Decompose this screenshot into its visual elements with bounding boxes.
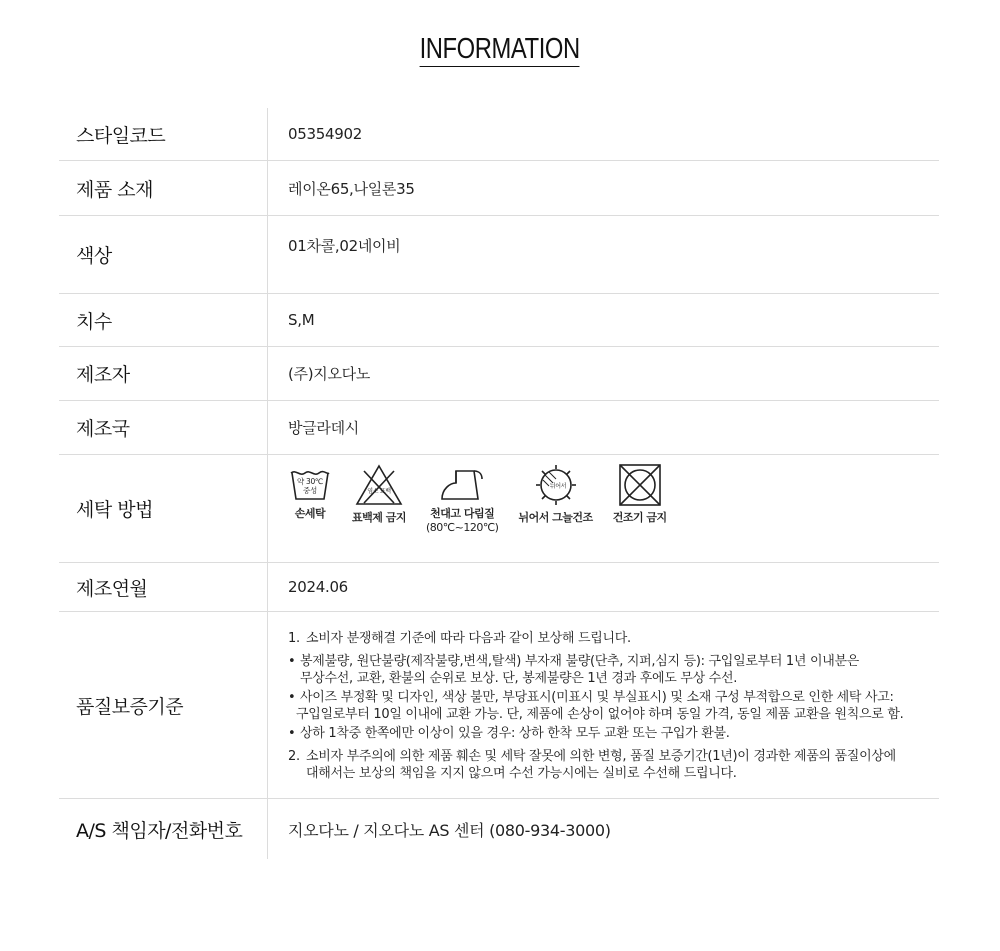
- date-label: 제조연월: [59, 563, 268, 611]
- quality-bullet-1-line1: 봉제불량, 원단불량(제작불량,변색,탈색) 부자재 불량(단추, 지퍼,심지 등): 구입일로부터 1년 이내분은: [300, 654, 860, 669]
- style-code-label: 스타일코드: [59, 108, 268, 160]
- material-label: 제품 소재: [59, 161, 268, 215]
- date-value: 2024.06: [288, 578, 348, 596]
- quality-item-2-num: 2.: [288, 749, 300, 764]
- shade-dry-inner: 뉘어서: [549, 483, 566, 490]
- country-value: 방글라데시: [288, 419, 359, 437]
- wash-item-no-bleach: [352, 463, 406, 525]
- quality-text: [288, 626, 903, 782]
- quality-item-1-text: 소비자 분쟁해결 기준에 따라 다음과 같이 보상해 드립니다.: [306, 631, 631, 646]
- row-manufacture-date: [59, 563, 939, 612]
- iron-label-2: (80℃~120℃): [425, 521, 499, 534]
- wash-icons: [288, 455, 687, 535]
- quality-bullet-3: [288, 725, 903, 742]
- quality-value: [268, 612, 939, 798]
- quality-bullet-2-line1: 사이즈 부정확 및 디자인, 색상 불만, 부당표시(미표시 및 부실표시) 및 소재 구성 부적합으로 인한 세탁 사고:: [300, 690, 894, 705]
- quality-bullet-2: [288, 689, 903, 706]
- wash-item-shade-dry: [518, 463, 592, 525]
- quality-item-1: [288, 630, 903, 647]
- iron-icon: [438, 463, 486, 503]
- style-code-value: 05354902: [288, 125, 362, 143]
- quality-bullet-1: [288, 653, 903, 687]
- color-value: 01차콜,02네이비: [288, 237, 401, 255]
- bullet-symbol: •: [288, 654, 296, 669]
- no-bleach-label: 표백제 금지: [352, 511, 406, 524]
- shade-dry-label: 뉘어서 그늘건조: [518, 511, 593, 524]
- info-table: [59, 108, 939, 859]
- bullet-symbol: •: [288, 726, 296, 741]
- no-tumble-dry-label: 건조기 금지: [612, 511, 667, 524]
- shade-dry-icon: [532, 463, 580, 507]
- hand-wash-label: 손세탁: [294, 507, 326, 520]
- row-style-code: [59, 108, 939, 161]
- size-value: S,M: [288, 311, 315, 329]
- size-label: 치수: [59, 294, 268, 346]
- hand-wash-temp: 약 30℃: [296, 477, 324, 486]
- wash-item-hand-wash: [288, 463, 332, 521]
- wash-item-iron: [426, 463, 499, 535]
- manufacturer-label: 제조자: [59, 347, 268, 400]
- quality-item-2-line1: 소비자 부주의에 의한 제품 훼손 및 세탁 잘못에 의한 변형, 품질 보증기간(1년)이 경과한 제품의 품질이상에: [306, 749, 896, 764]
- page-title: INFORMATION: [419, 33, 581, 65]
- row-quality-standard: [59, 612, 939, 799]
- row-as-contact: [59, 799, 939, 859]
- quality-item-2: [288, 748, 903, 782]
- no-bleach-icon: [354, 463, 404, 507]
- as-label: A/S 책임자/전화번호: [59, 799, 268, 859]
- row-color: [59, 216, 939, 294]
- iron-label-1: 천대고 다림질: [430, 507, 495, 520]
- material-value: 레이온65,나일론35: [288, 179, 415, 198]
- quality-bullet-2-line2: 구입일로부터 10일 이내에 교환 가능. 단, 제품에 손상이 없어야 하며 동일 가격, 동일 제품 교환을 원칙으로 함.: [296, 707, 904, 722]
- row-material: [59, 161, 939, 216]
- no-tumble-dry-icon: [616, 463, 664, 507]
- row-country: [59, 401, 939, 455]
- quality-label: 품질보증기준: [59, 612, 268, 798]
- wash-label: 세탁 방법: [59, 455, 268, 562]
- bullet-symbol: •: [288, 690, 296, 705]
- title-wrap: [0, 32, 1000, 67]
- quality-item-1-num: 1.: [288, 631, 300, 646]
- hand-wash-neutral: 중성: [303, 486, 317, 495]
- wash-value: [268, 455, 939, 562]
- country-label: 제조국: [59, 401, 268, 454]
- quality-item-2-line2: 대해서는 보상의 책임을 지지 않으며 수선 가능시에는 실비로 수선해 드립니다.: [306, 766, 737, 781]
- row-wash-method: [59, 455, 939, 563]
- color-label: 색상: [59, 216, 268, 293]
- no-bleach-inner: 염소 표백: [367, 488, 391, 495]
- as-value: 지오다노 / 지오다노 AS 센터 (080-934-3000): [288, 820, 611, 840]
- wash-item-no-tumble-dry: [613, 463, 667, 525]
- manufacturer-value: (주)지오다노: [288, 365, 371, 383]
- hand-wash-icon: [288, 463, 332, 503]
- quality-bullet-1-line2: 무상수선, 교환, 환불의 순위로 보상. 단, 봉제불량은 1년 경과 후에도 무상 수선.: [300, 671, 738, 686]
- row-manufacturer: [59, 347, 939, 401]
- row-size: [59, 294, 939, 347]
- quality-bullet-3-text: 상하 1착중 한쪽에만 이상이 있을 경우: 상하 한착 모두 교환 또는 구입가 환불.: [300, 726, 730, 741]
